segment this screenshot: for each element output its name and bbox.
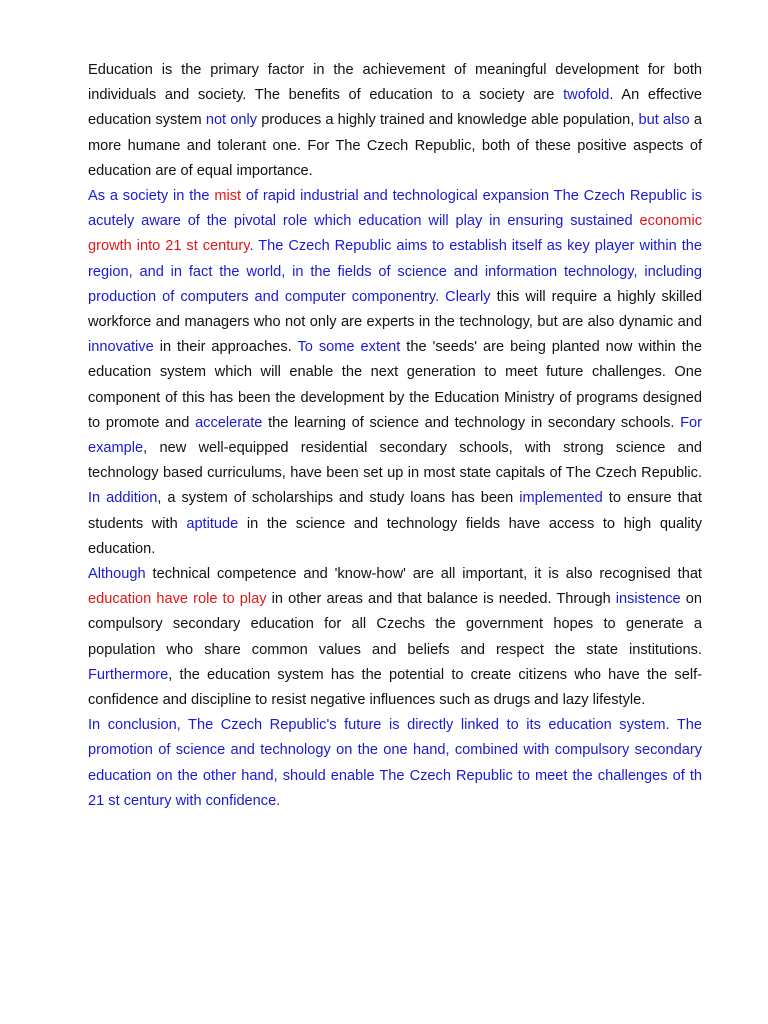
text-segment: For example	[88, 414, 702, 457]
text-segment: the 'seeds' are being planted now within the education system which will enable the next generation to meet future challenges. One component of this has been the development by the Education Ministry of programs designed to promote and	[88, 339, 703, 431]
text-segment: , a system of scholarships and study loans has been	[157, 490, 520, 507]
text-segment: in their approaches.	[153, 339, 298, 356]
text-segment: In addition	[88, 490, 158, 507]
text-segment: this will require a highly skilled workforce and managers who not only are experts in the technology, but are also dynamic and	[88, 288, 702, 331]
text-segment: of rapid industrial and technological expansion The Czech Republic is acutely aware of the pivotal role which education will play in ensuring sustained	[88, 188, 702, 230]
text-segment: implemented	[519, 490, 603, 507]
text-segment: but also	[638, 112, 690, 129]
text-segment: Education is the primary factor in the achievement of meaningful development for both individuals and society. The benefits of education to a society are	[88, 62, 702, 104]
document-body	[88, 58, 702, 814]
text-segment: , new well-equipped residential secondary schools, with strong science and technology based curriculums, have been set up in most state capitals of The Czech Republic.	[88, 440, 702, 482]
text-segment: . The Czech Republic aims to establish itself as key player within the region, and in fact the world, in the fields of science and information technology, including production of computers and computer componentry. Clearly	[88, 238, 702, 305]
text-segment: aptitude	[186, 515, 239, 532]
text-segment: economic growth into 21 st century	[88, 213, 702, 255]
text-segment: insistence	[615, 591, 681, 608]
text-segment: As a society in the	[88, 188, 215, 205]
text-segment: technical competence and 'know-how' are all important, it is also recognised that	[145, 566, 702, 583]
text-segment: In conclusion, The Czech Republic's future is directly linked to its education system. The promotion of science and technology on the one hand, combined with compulsory secondary education on the other hand, should enable The Czech Republic to meet the challenges of th 21 st century with confidence.	[88, 717, 702, 809]
text-segment: Although	[88, 566, 146, 583]
text-segment: a more humane and tolerant one. For The Czech Republic, both of these positive aspects of education are of equal importance.	[88, 112, 702, 179]
paragraph-intro	[88, 58, 702, 184]
text-segment: innovative	[88, 339, 154, 356]
text-segment: twofold	[563, 87, 610, 104]
text-segment: accelerate	[195, 414, 263, 431]
text-segment: education have role to play	[88, 591, 267, 608]
paragraph-conclusion	[88, 713, 702, 814]
text-segment: to ensure that students with	[88, 490, 702, 532]
text-segment: , the education system has the potential to create citizens who have the self-confidence and discipline to resist negative influences such as drugs and lazy lifestyle.	[88, 666, 702, 709]
text-segment: Furthermore	[88, 666, 169, 683]
text-segment: To some extent	[297, 339, 401, 356]
text-segment: the learning of science and technology in secondary schools.	[262, 414, 681, 431]
paragraph-body	[88, 184, 702, 562]
text-segment: mist	[214, 188, 242, 205]
text-segment: not only	[205, 112, 258, 129]
text-segment: in other areas and that balance is needed. Through	[266, 591, 616, 608]
paragraph-balance	[88, 562, 702, 713]
text-segment: . An effective education system	[88, 87, 703, 129]
text-segment: in the science and technology fields have access to high quality education.	[88, 515, 703, 557]
text-segment: produces a highly trained and knowledge able population,	[257, 112, 639, 129]
text-segment: on compulsory secondary education for all Czechs the government hopes to generate a population who share common values and beliefs and respect the state institutions.	[88, 591, 703, 658]
